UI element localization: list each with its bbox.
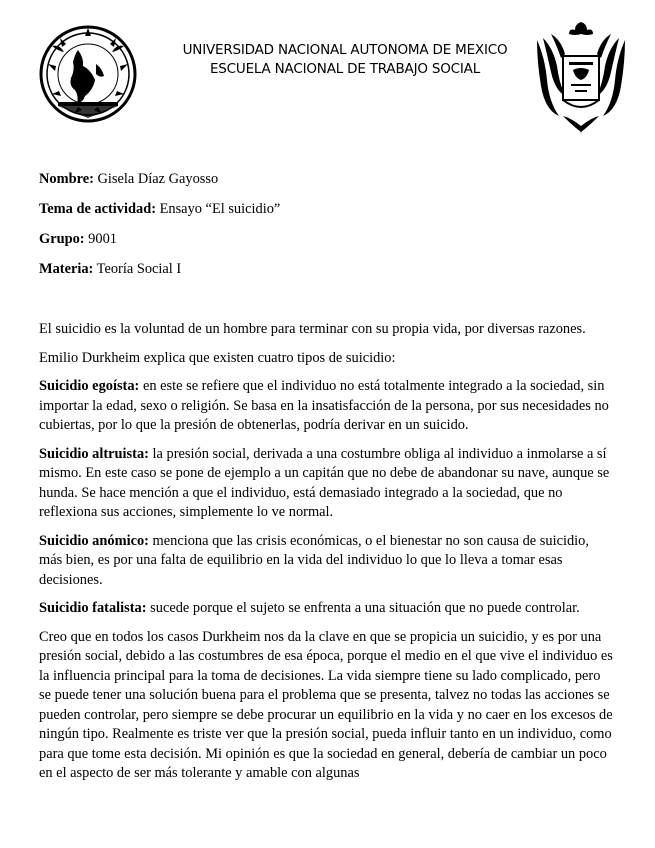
ents-eagle-crest-icon (533, 20, 629, 136)
altruistic-suicide-paragraph (39, 445, 615, 523)
unam-seal-icon (38, 24, 138, 124)
anomic-term: Suicidio anómico: (39, 532, 149, 549)
group-line (39, 229, 619, 259)
activity-topic-line (39, 199, 619, 229)
opinion-paragraph: Creo que en todos los casos Durkheim nos da la clave en que se propicia un suicidio, y es por una presión social, debido a las costumbres de esa época, porque el medio en el que vive el individuo es la influencia principal para la toma de decisiones. La vida siempre tiene su lado complicado, pero se puede tener una solución buena para el problema que se presenta, talvez no todas las acciones se pueden controlar, pero siempre se debe procurar un equilibrio en la vida y no caer en los excesos de ningún tipo. Realmente es triste ver que la presión social, pueda influir tanto en un individuo, como para que tome esta decisión. Mi opinión es que la sociedad en general, debería de cambiar un poco en el aspecto de ser más tolerante y amable con algunas (39, 628, 613, 781)
anomic-text: menciona que las crisis económicas, o el bienestar no son causa de suicidio, más bien, es por una falta de equilibrio en la vida del individuo lo que lo lleva a tomar esas decisiones. (39, 532, 589, 588)
topic-value: Ensayo “El suicidio” (156, 201, 281, 217)
school-name: ESCUELA NACIONAL DE TRABAJO SOCIAL (209, 61, 481, 77)
student-info (39, 169, 619, 289)
fatalistic-text: sucede porque el sujeto se enfrenta a una situación que no puede controlar. (146, 600, 580, 616)
document-header (0, 0, 655, 150)
durkheim-intro-paragraph: Emilio Durkheim explica que existen cuatro tipos de suicidio: (39, 349, 396, 366)
subject-value: Teoría Social I (93, 261, 182, 277)
fatalistic-suicide-paragraph (39, 599, 615, 619)
group-value: 9001 (84, 231, 117, 247)
altruistic-text: la presión social, derivada a una costumbre obliga al individuo a inmolarse a sí mismo. En este caso se pone de ejemplo a un capitán que no debe de abandonar su nave, aunque se hunda. Se hace mención a que el individuo, está demasiado integrado a la sociedad, que no reflexiona sus acciones, simplemente lo ve normal. (39, 445, 610, 520)
university-name: UNIVERSIDAD NACIONAL AUTONOMA DE MEXICO (182, 42, 508, 58)
subject-line (39, 259, 619, 289)
essay-body (39, 320, 615, 793)
fatalistic-term: Suicidio fatalista: (39, 600, 147, 616)
name-label: Nombre: (39, 171, 94, 187)
altruistic-term: Suicidio altruista: (39, 445, 149, 462)
egoistic-text: en este se refiere que el individuo no está totalmente integrado a la sociedad, sin importar la edad, sexo o religión. Se basa en la insatisfacción de la persona, por sus necesidades no cubiertas, por lo que la presión de obtenerlas, podría derivar en un suicido. (39, 378, 609, 433)
group-label: Grupo: (39, 231, 85, 247)
intro-paragraph: El suicidio es la voluntad de un hombre para terminar con su propia vida, por diversas razones. (39, 321, 586, 337)
egoistic-suicide-paragraph (39, 377, 615, 436)
header-titles (150, 41, 540, 79)
egoistic-term: Suicidio egoísta: (39, 378, 140, 394)
student-name-line (39, 169, 619, 199)
name-value: Gisela Díaz Gayosso (93, 171, 219, 187)
anomic-suicide-paragraph (39, 532, 615, 591)
topic-label: Tema de actividad: (39, 201, 156, 217)
subject-label: Materia: (39, 261, 94, 277)
